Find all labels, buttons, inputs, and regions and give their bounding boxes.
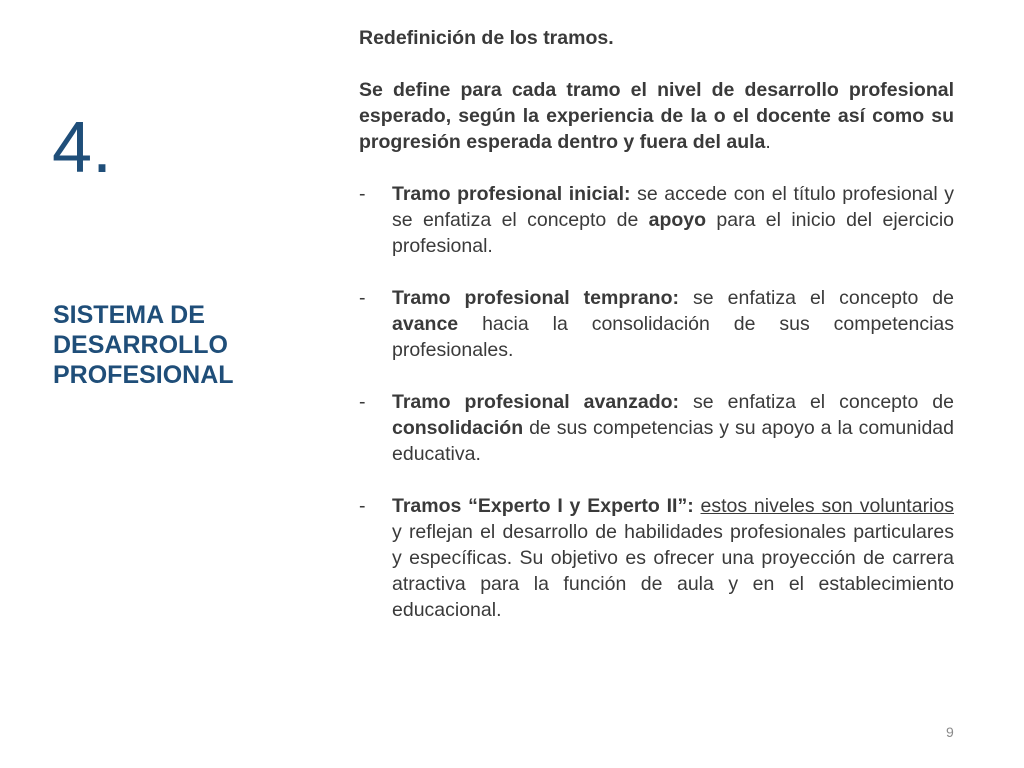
bullet-text — [694, 495, 701, 517]
bullet-title: Tramo profesional avanzado: — [392, 391, 680, 413]
tramos-list — [359, 181, 954, 623]
slide-body — [359, 25, 954, 649]
bullet-text: de sus competencias y su apoyo a la comunidad educativa. — [392, 417, 954, 465]
bullet-text: se enfatiza el concepto de — [679, 287, 954, 309]
section-number: 4. — [52, 108, 113, 188]
content-heading: Redefinición de los tramos. — [359, 27, 614, 49]
bullet-dash: - — [359, 495, 366, 517]
page-number: 9 — [946, 724, 954, 740]
bullet-title: Tramo profesional inicial: — [392, 183, 631, 205]
intro-bold-text: Se define para cada tramo el nivel de desarrollo profesional esperado, según la experiencia de la o el docente así como su progresión esperada dentro y fuera del aula — [359, 79, 954, 153]
bullet-dash: - — [359, 183, 366, 205]
bullet-text: para el inicio del ejercicio profesional. — [392, 209, 954, 257]
bullet-underlined-text: estos niveles son voluntarios — [700, 495, 954, 517]
list-item — [359, 389, 954, 467]
section-title-line: SISTEMA DE — [53, 301, 205, 329]
bullet-title: Tramos “Experto I y Experto II”: — [392, 495, 694, 517]
bullet-dash: - — [359, 391, 366, 413]
bullet-text: y reflejan el desarrollo de habilidades profesionales particulares y específicas. Su objetivo es ofrecer una proyección de carrera atractiva para la función de aula y en el establecimiento educacional. — [392, 521, 954, 621]
bullet-title: Tramo profesional temprano: — [392, 287, 679, 309]
section-title-line: DESARROLLO — [53, 331, 228, 359]
bullet-emphasis: consolidación — [392, 417, 524, 439]
intro-end: . — [765, 131, 771, 153]
section-title-line: PROFESIONAL — [53, 361, 234, 389]
bullet-text: se enfatiza el concepto de — [679, 391, 954, 413]
list-item — [359, 181, 954, 259]
bullet-dash: - — [359, 287, 366, 309]
bullet-text: hacia la consolidación de sus competencias profesionales. — [392, 313, 954, 361]
bullet-text: se accede con el título profesional y se enfatiza el concepto de — [392, 183, 955, 231]
bullet-emphasis: apoyo — [648, 209, 707, 231]
list-item — [359, 285, 954, 363]
bullet-emphasis: avance — [392, 313, 459, 335]
section-title — [53, 300, 234, 390]
list-item — [359, 493, 954, 623]
intro-paragraph — [359, 77, 954, 155]
